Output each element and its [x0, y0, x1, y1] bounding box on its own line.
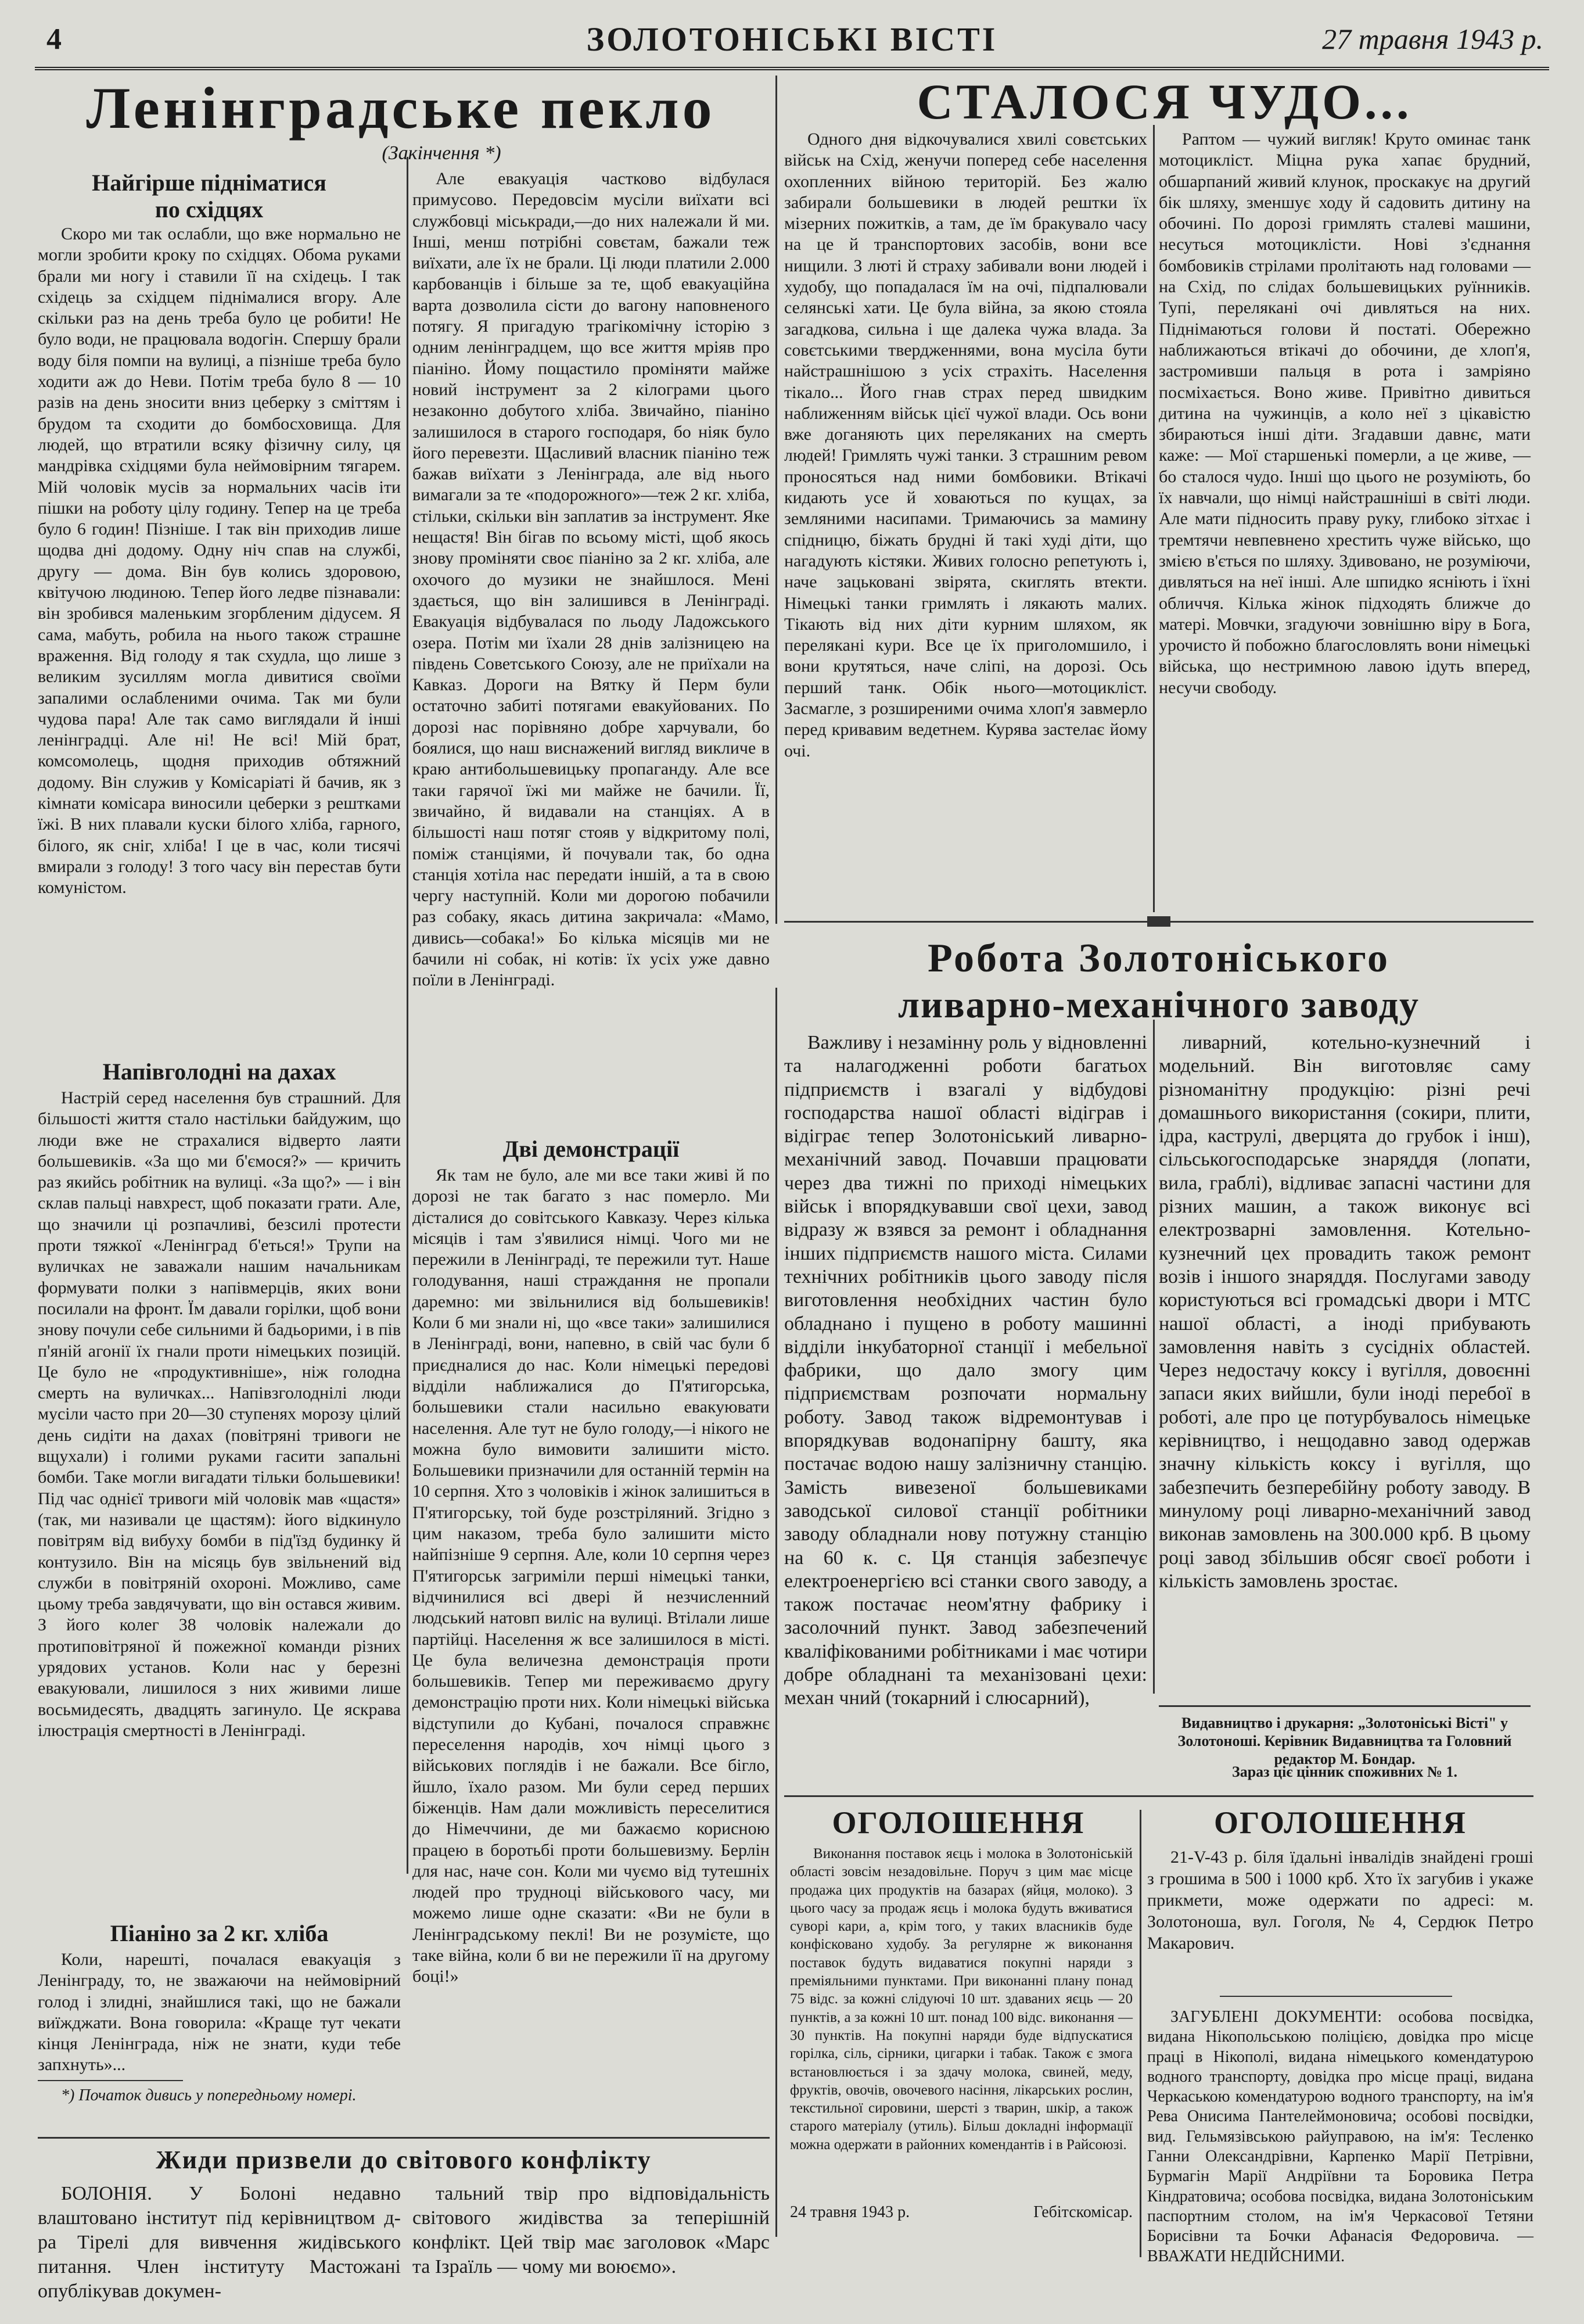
leningrad-headline: Ленінградське пекло [86, 76, 716, 141]
column-rule-right-mid [1153, 1020, 1155, 1694]
column-rule-left [407, 157, 408, 1874]
divider-ornament [1147, 916, 1170, 927]
leningrad-subhead-stairs: Найгірше підніматися по східцях [92, 170, 326, 223]
leningrad-text-part3: Коли, нарешті, почалася евакуація з Ленінграду, то, не зважаючи на неймовірний голод і злидні, знайшлися такі, що не бажали виїжджати. Вона говорила: «Краще тут чекати кінця Ленінграда, ніж не знати, куди тебе запхнуть»... [38, 1950, 401, 2075]
masthead [35, 12, 1549, 70]
leningrad-subhead-piano: Піаніно за 2 кг. хліба [110, 1920, 329, 1946]
announcement2-text: 21-V-43 р. біля їдальні інвалідів знайдені гроші з грошима в 500 і 1000 крб. Хто їх загубив і укаже прикмети, може одержати по адресі: м. Золотоноша, вул. Гоголя, № 4, Сердюк Петро Макарович. [1147, 1848, 1533, 1953]
issue-date: 27 травня 1943 р. [1322, 23, 1543, 55]
jews-text-column1: БОЛОНІЯ. У Болоні недавно влаштовано інститут під керівництвом д-ра Тірелі для вивчення жидівського питання. Член інституту Мастожані опублікував докумен- [38, 2183, 401, 2302]
leningrad-footnote: *) Початок дивись у попередньому номері. [61, 2086, 357, 2104]
factory-headline-line2: ливарно-механічного заводу [897, 984, 1420, 1026]
lost-documents-notice: ЗАГУБЛЕНІ ДОКУМЕНТИ: особова посвідка, видана Нікопольською поліцією, довідка про місце праці в Нікополі, видана німецького комендатурою водного транспорту, довідка про місце праці, видана Черкаською комендатурою водного транспорту, на ім'я Рева Онисима Пантелеймоновича; особові посвідки, вид. Гельмязівською райуправою, на ім'я: Тесленко Ганни Олександрівни, Карпенко Марії Петрівни, Бурмагін Марії Андріївни та Боровика Петра Кіндратовича; особова посвідка, видана Золотоніським паспортним столом, на ім'я Черкасової Тетяни Борисівни та Бочки Афанасія Федоровича. — ВВАЖАТИ НЕДІЙСНИМИ. [1147, 2008, 1533, 2265]
leningrad-text-column2: Але евакуація частково відбулася примусово. Передовсім мусіли виїхати всі службовці міськради,—до них належали й ми. Інші, менш потрібні совєтам, бажали теж виїхати, але їх не брали. Ці люди платили 2.000 карбованців і більше за те, щоб евакуаційна варта дозволила сісти до вагону наповненого потягу. Я пригадую трагікомічну історію з одним ленінградцем, що все життя мріяв про піаніно. Йому пощастило проміняти майже новий інструмент за 2 кілограми цього незаконно добутого хліба. Звичайно, піаніно залишилося в старого господаря, бо ніяк було його перевезти. Щасливий власник піаніно теж бажав виїхати з Ленінграда, але від нього вимагали за те «подорожного»—теж 2 кг. хліба, стільки, скільки він заплатив за інструмент. Яке нещастя! Він бігав по всьому місті, щоб якось знову проміняти своє піаніно за 2 кг. хліба, але охочого до музики не знайшлося. Мені здається, що він залишився в Ленінграді. Евакуація відбувалася по льоду Ладожського озера. Потім ми їхали 28 днів залізницею на південь Советського Союзу, але не приїхали на Кавказ. Дороги на Вятку й Перм були остаточно забиті потягами евакуйованих. По дорозі нас порівняно добре харчували, бо боялися, що наш виснажений вигляд викличе в краю антибольшевицьку пропаганду. Але все таки гарячої їжі ми майже не бачили. Її, звичайно, й видавали на станціях. А в більшості наш потяг стояв у відкритому полі, поміж станціями, й почували так, бо одна станція хотіла нас передати іншій, а та в свою чергу наступній. Коли ми дорогою побачили раз собаку, якась дитина закричала: «Мамо, дивись—собака!» Бо кілька місяців ми не бачили ні собак, ні котів: їх усіх уже давно поїли в Ленінграді. [412, 169, 770, 990]
announcement1-signature: Гебітскомісар. [1033, 2203, 1133, 2221]
leningrad-ending-note: (Закінчення *) [382, 142, 501, 164]
miracle-text-column2: Раптом — чужий вигляк! Круто оминає танк мотоцикліст. Міцна рука хапає брудний, обшарпаний живий клунок, проскакує на другий бік шляху, зменшує ходу й садовить дитину на обочині. По дорозі гримлять сталеві машини, несуться мотоциклісти. Нові з'єднання бомбовиків стрілами пролітають над головами — на Схід, по слідах большевицьких руїнників. Тупі, перелякані очі дивляться на них. Піднімаються голови й постаті. Обережно наближаються втікачі до обочини, де хлоп'я, застромивши пальця в рота і замріяно посміхається. Воно живе. Привітно дивиться дитина на чужинців, а коло неї з цікавістю збираються інші діти. Згадавши давнє, мати каже: — Мої старшенькі померли, а це живе, — бо сталося чудо. Інші що цього не розуміють, бо їх навчали, що німці найстрашніші в світі люди. Але мати підносить праву руку, глибоко зітхає і тремтячи невпевнено хрестить чуже військо, що змією в'ється по шляху. Здивовано, не розуміючи, дивляться на неї інші. Але шпидко ясніють і їхні обличчя. Кілька жінок підходять ближче до матері. Мовчки, згадуючи зовнішню віру в Бога, урочисто й побожно благословлять вони німецькі війська, що нестримною лавою ідуть вперед, несучи свободу. [1159, 130, 1531, 697]
announcements-top-rule [784, 1795, 1533, 1797]
column-rule-main-lower [775, 988, 777, 2237]
announcement1-title: ОГОЛОШЕННЯ [832, 1805, 1085, 1840]
jews-text-column2: тальний твір про відповідальність світового жидівства за теперішній конфлікт. Цей твір має заголовок «Марс та Ізраїль — чому ми воюємо». [412, 2183, 770, 2278]
factory-headline-line1: Робота Золотоніського [927, 936, 1391, 981]
footnote-rule [38, 2080, 183, 2081]
column-rule-main [775, 76, 777, 924]
column-rule-right-bottom [1140, 1810, 1141, 2257]
jews-article-top-rule [38, 2137, 770, 2139]
announcement1-date: 24 травня 1943 р. [790, 2203, 910, 2221]
factory-text-column1: Важливу і незамінну роль у відновленні та налагодженні роботи багатьох підприємств і взагалі у відбудові господарства нашої області відіграв і відіграє тепер Золотоніський ливарно-механічний завод. Почавши працювати через два тижні по приході німецьких військ і впорядкувавши свої цехи, завод відразу ж взявся за ремонт і обладнання інших підприємств нашого міста. Силами технічних робітників цього заводу після виготовлення необхідних частин було обладнано і пущено в роботу машинні відділи інкубаторної станції і мебельної фабрики, що дало змогу цим підприємствам розпочати нормальну роботу. Завод також відремонтував і впорядкував водонапірну башту, яка постачає водою нашу залізничну станцію. Замість вивезеної большевиками заводської силової станції робітники заводу обладнали нову потужну станцію на 60 к. с. Ця станція забезпечує електроенергією всі станки свого заводу, а також постачає неом'ятну фабрику і засолочний пункт. Завод забезпечений кваліфікованими робітниками і має чотири добре обладнані та механізовані цехи: механ чний (токарний і слюсарний), [784, 1032, 1147, 1709]
leningrad-subhead-roofs: Напівголодні на дахах [102, 1059, 336, 1085]
leningrad-text-part2: Настрій серед населення був страшний. Для більшості життя стало настільки байдужим, що люди вже не страхалися відверто лаяти большевиків. «За що ми б'ємося?» — кричить раз якийсь робітник на вулиці. «За що?» — і він склав пальці навхрест, щоб показати грати. Але, що значили ці розпачливі, безсилі протести проти тяжкої «Ленінград б'еться!» Трупи на вуличках не заважали нашим начальникам формувати полки з напівмерців, яких вони посилали на фронт. Їм давали горілки, щоб вони знову почули себе сильними й бадьорими, і в пів п'яній агонії їх гнали проти німецьких позицій. Це було не «продуктивніше», ніж голодна смерть на вуличках... Напівзголоднілі люди мусіли часто при 20—30 ступенях морозу цілий день сидіти на дахах (повітряні тривоги не вщухали) і голими руками гасити запальні бомби. Таке могли вигадати тільки большевики! Під час однієї тривоги мій чоловік мав «щастя» (так, ми називали це щастям): його відкинуло повітрям від вибуху бомби в під'їзд будинку й контузило. Він на місяць був звільнений від служби в повітряній охороні. Можливо, саме цьому треба завдячувати, що він остався живим. З його колег 38 чоловік належали до протиповітряної й пожежної команди різних урядових установ. Коли нас у березні евакуювали, лишилося з них живими лише восьмидесять, двадцять загинуло. Це яскрава ілюстрація смертності в Ленінграді. [38, 1088, 401, 1740]
announcement2-divider [1220, 1996, 1452, 1997]
leningrad-text-column2-part2: Як там не було, але ми все таки живі й по дорозі не так багато з нас померло. Ми дісталися до совітського Кавказу. Через кілька місяців і там з'явилися німці. Чого ми не пережили в Ленінграді, те пережили тут. Наше голодування, наші страждання не пропали даремно: ми звільнилися від большевиків! Коли б ми знали ні, що «все таки» залишилися в Ленінграді, вони, напевно, в свій час були б приєдналися до нас. Коли німецькі передові відділи наближалися до П'ятигорська, большевики стали насильно евакуювати населення. Але тут не було голоду,—і нікого не можна було вимовити залишити місто. Большевики призначили для останній термін на 10 серпня. Хто з чоловіків і жінок залишиться в П'ятигорську, той буде розстріляний. Згідно з цим наказом, треба було залишити місто найпізніше 9 серпня. Але, коли 10 серпня через П'ятигорськ загриміли перші німецькі танки, відчинилися всі двері й незчисленний людський натовп виліс на вулиці. Втілали лише партійці. Населення ж все залишилося в місті. Це була величезна демонстрація проти большевиків. Тепер ми переживаємо другу демонстрацію проти них. Коли німецькі війська відступили до Кубані, почалося справжнє переселення народів, хоч німці цього з військових поглядів і не бажали. Все бігло, йшло, їхало разом. Ми були серед перших біженців. Нам дали можливість переселитися до Німеччини, де ми бажаємо корисною працею в боротьбі проти большевизму. Берлін для нас, наче сон. Коли ми чуємо від тутешніх людей про трудноці військового часу, ми можемо лише одне сказати: «Ви не були в Ленінградському пеклі! Ви не розумієте, що таке війна, коли б ви не пережили її на другому боці!» [412, 1165, 770, 1986]
column-rule-right-top [1153, 125, 1155, 912]
newspaper-title: ЗОЛОТОНІСЬКІ ВІСТІ [586, 20, 998, 58]
publisher-top-rule [1159, 1705, 1531, 1707]
page-number: 4 [46, 23, 62, 56]
publisher-info: Видавництво і друкарня: „Золотоніські Вісті" у Золотоноші. Керівник Видавництва та Головний редактор М. Бондар. [1177, 1715, 1512, 1767]
publisher-price: Зараз ціє цінник споживних № 1. [1231, 1763, 1458, 1780]
announcement2-title: ОГОЛОШЕННЯ [1214, 1805, 1467, 1840]
leningrad-subhead-demonstrations: Дві демонстрації [502, 1136, 680, 1162]
jews-headline: Жиди призвели до світового конфлікту [156, 2146, 652, 2174]
miracle-headline: СТАЛОСЯ ЧУДО... [917, 74, 1413, 130]
announcement1-text: Виконання поставок яєць і молока в Золотоніській області зовсім незадовільне. Поруч з цим має місце продажа цих продуктів на базарах (яйця, молоко). З цього часу за продаж яєць і молока будуть вживатися суворі кари, а, крім того, у таких власників буде конфісковано худобу. За регулярне ж виконання поставок будуть видаватися покупні наряди з преміяльними пунктами. При виконанні плану понад 75 відс. за кожні слідуючі 10 шт. здаваних яєць — 20 пунктів, а за кожні 10 шт. понад 100 відс. виконання — 30 пунктів. На покупні наряди буде відпускатися горілка, сіль, сірники, цигарки і табак. Також є змога встановлюється і за здачу молока, свиней, меду, фруктів, овочів, овочевого насіння, лікарських рослин, текстильної сировини, шерсті з тварин, шкір, а також старого матеріалу (утиль). Більш докладні інформації можна одержати в районних комендантів і в Райсоюзі. [790, 1846, 1133, 2153]
leningrad-text-part1: Скоро ми так ослабли, що вже нормально не могли зробити кроку по східцях. Обома руками брали ми ногу і ставили її на східець. І так східець за східцем піднімалися вгору. Але скільки раз на день треба було це робити! Не було води, не працювала водогін. Спершу брали воду біля помпи на вулиці, а пізніше треба було ходити аж до Неви. Потім треба було 8 — 10 разів на день зносити вниз цеберку з сміттям і брудом та сходити до бомбосховища. Для людей, що втратили всяку фізичну силу, ця мандрівка східцями була неймовірним тягарем. Мій чоловік мусів за нормальних часів іти пішки на роботу цілу годину. Тепер на це треба було 6 годин! Пізніше. І так він приходив лише щодва дні додому. Одну ніч спав на службі, другу — дома. Він був колись здоровою, квітучою людиною. Тепер його ледве пізнавали: він зробився маленьким згорбленим дідусем. Я сама, мабуть, робила на нього також страшне враження. Від голоду я так схудла, що лише з великим зусиллям могла дивитися своїми запалими ослабленими очима. Так ми були чудова пара! Але так само виглядали й інші ленінградці. Але ні! Не всі! Мій брат, комсомолець, щодня приходив обтяжний додому. Він служив у Комісаріаті й бачив, як з кімнати комісара виносили цеберки з рештками їжі. В них плавали куски білого хліба, гарного, білого, як сніг, хліба! І це в час, коли тисячі вмирали з голоду! З того часу він перестав бути комуністом. [38, 224, 401, 898]
miracle-text-column1: Одного дня відкочувалися хвилі совєтських військ на Схід, женучи поперед себе населення охопленних війною територій. Без жалю забирали большевики в людей рештки їх мізерних пожитків, а там, де їм бракувало часу на це й транспортових засобів, вони все нищили. З люті й страху забивали вони людей і худобу, що попадалася їм на очі, підпалювали селянські хати. Це була війна, за якою стояла загадкова, сильна і ще далека чужа влада. За совєтськими твердженнями, вона мусіла бути найстрашнішою з усіх страхіть. Населення тікало... Його гнав страх перед швидким наближенням військ цієї чужої влади. Ось вони вже доганяють цих переляканих на смерть людей! Гримлять чужі танки. З страшним ревом проносяться над ними бомбовики. Втікачі кидають усе й ховаються по кущах, за земляними насипами. Тримаючись за мамину спідницю, біжать брудні й такі худі діти, що нагадують кістяки. Живих голосно репетують і, наче зацьковані звірята, скиглять втекти. Німецькі танки гримлять і лякають малих. Тікають від них діти курним шляхом, як перелякані кури. Все це їх приголомшило, і вони крутяться, наче сліпі, на дорозі. Ось перший танк. Обік нього—мотоцикліст. Засмагле, з розширеними очима хлоп'я завмерло перед кривавим ведетнем. Курява застелає йому очі. [784, 130, 1147, 761]
factory-text-column2: ливарний, котельно-кузнечний і модельний. Він виготовляє саму різноманітну продукцію: різні речі домашнього використання (сокири, плити, ідра, каструлі, дверцята до грубок і інш), сільськогосподарське знаряддя (лопати, вила, граблі), відливає запасні частини для різних машин, а також виконує всі електрозварні замовлення. Котельно-кузнечний цех провадить також ремонт возів і іншого знаряддя. Послугами заводу користуються всі громадські двори і МТС нашої області, а іноді прибувають замовлення навіть з сусідніх областей. Через недостачу коксу і вугілля, довоєнні запаси яких вийшли, були іноді перебої в роботі, але про це потурбувалось німецьке керівництво, і нещодавно завод одержав значну кількість коксу і вугілля, що забезпечить безперебійну роботу заводу. В минулому році ливарно-механічний завод виконав замовлень на 300.000 крб. В цьому році завод збільшив обсяг своєї роботи і кількість замовлень зростає. [1159, 1032, 1531, 1592]
